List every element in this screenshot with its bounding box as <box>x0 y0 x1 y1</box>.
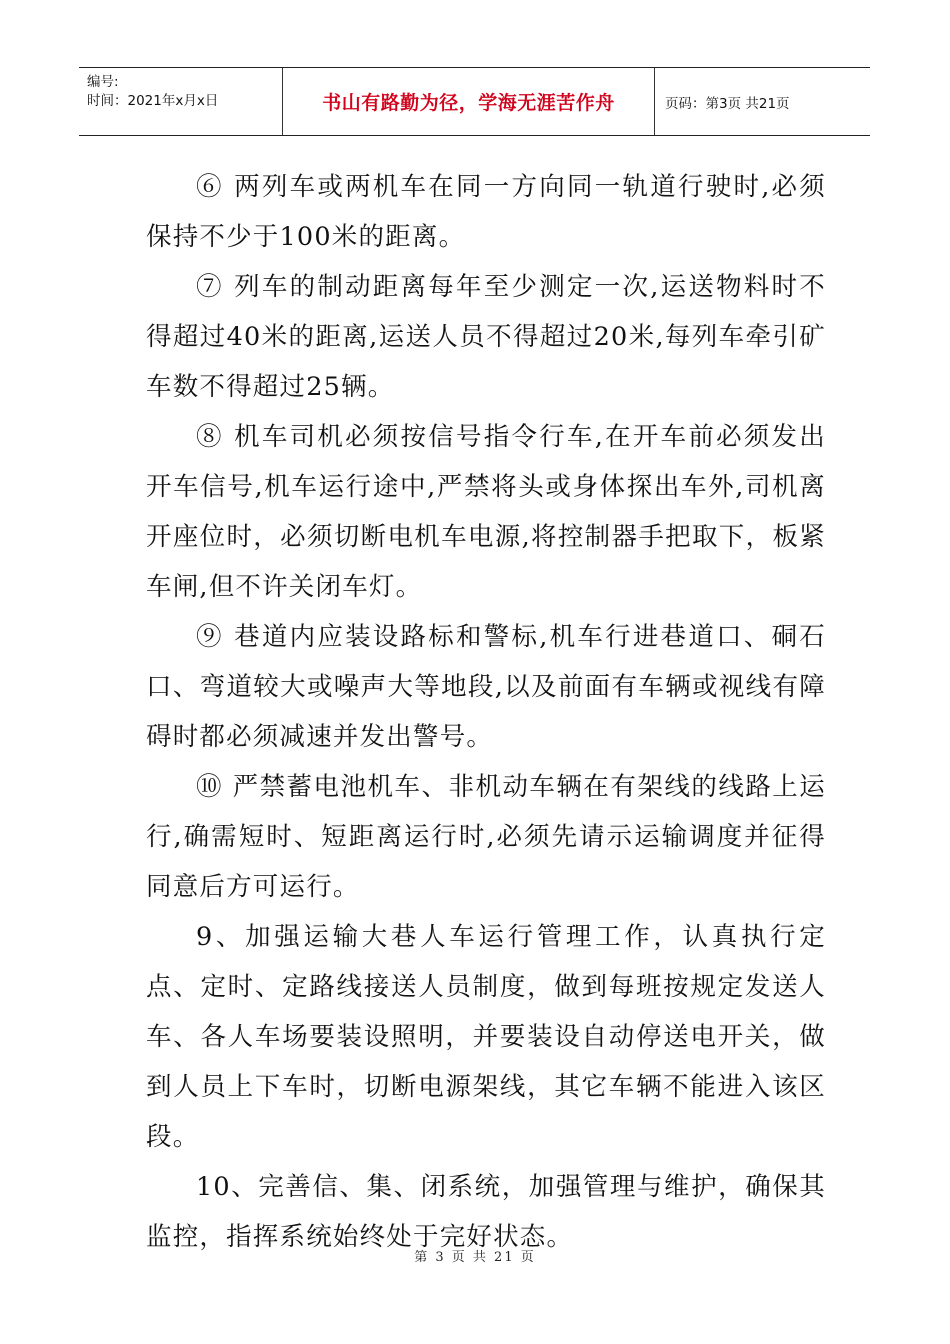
paragraph-item-9: ⑨ 巷道内应装设路标和警标,机车行进巷道口、硐石口、弯道较大或噪声大等地段,以及前面有车辆或视线有障碍时都必须减速并发出警号。 <box>146 622 826 752</box>
paragraph-item-7: ⑦ 列车的制动距离每年至少测定一次,运送物料时不得超过40米的距离,运送人员不得超过20米,每列车牵引矿车数不得超过25辆。 <box>146 272 826 402</box>
paragraph-item-10: ⑩ 严禁蓄电池机车、非机动车辆在有架线的线路上运行,确需短时、短距离运行时,必须先请示运输调度并征得同意后方可运行。 <box>146 772 826 902</box>
document-time-label: 时间：2021年x月x日 <box>87 93 219 109</box>
header-page-info: 页码：第3页 共21页 <box>665 95 790 112</box>
document-body <box>146 162 826 1262</box>
header-motto: 书山有路勤为径，学海无涯苦作舟 <box>322 92 615 114</box>
header-meta <box>79 68 283 135</box>
document-number-label: 编号: <box>87 74 119 90</box>
page-footer: 第 3 页 共 21 页 <box>414 1250 536 1265</box>
paragraph-section-9: 9、加强运输大巷人车运行管理工作，认真执行定点、定时、定路线接送人员制度，做到每班按规定发送人车、各人车场要装设照明，并要装设自动停送电开关，做到人员上下车时，切断电源架线，其它车辆不能进入该区段。 <box>146 922 826 1152</box>
paragraph-item-6: ⑥ 两列车或两机车在同一方向同一轨道行驶时,必须保持不少于100米的距离。 <box>146 172 826 252</box>
paragraph-section-10: 10、完善信、集、闭系统，加强管理与维护，确保其监控，指挥系统始终处于完好状态。 <box>146 1172 826 1252</box>
page-header <box>79 67 870 136</box>
header-motto-cell <box>283 68 655 135</box>
paragraph-item-8: ⑧ 机车司机必须按信号指令行车,在开车前必须发出开车信号,机车运行途中,严禁将头或身体探出车外,司机离开座位时，必须切断电机车电源,将控制器手把取下，板紧车闸,但不许关闭车灯。 <box>146 422 826 602</box>
